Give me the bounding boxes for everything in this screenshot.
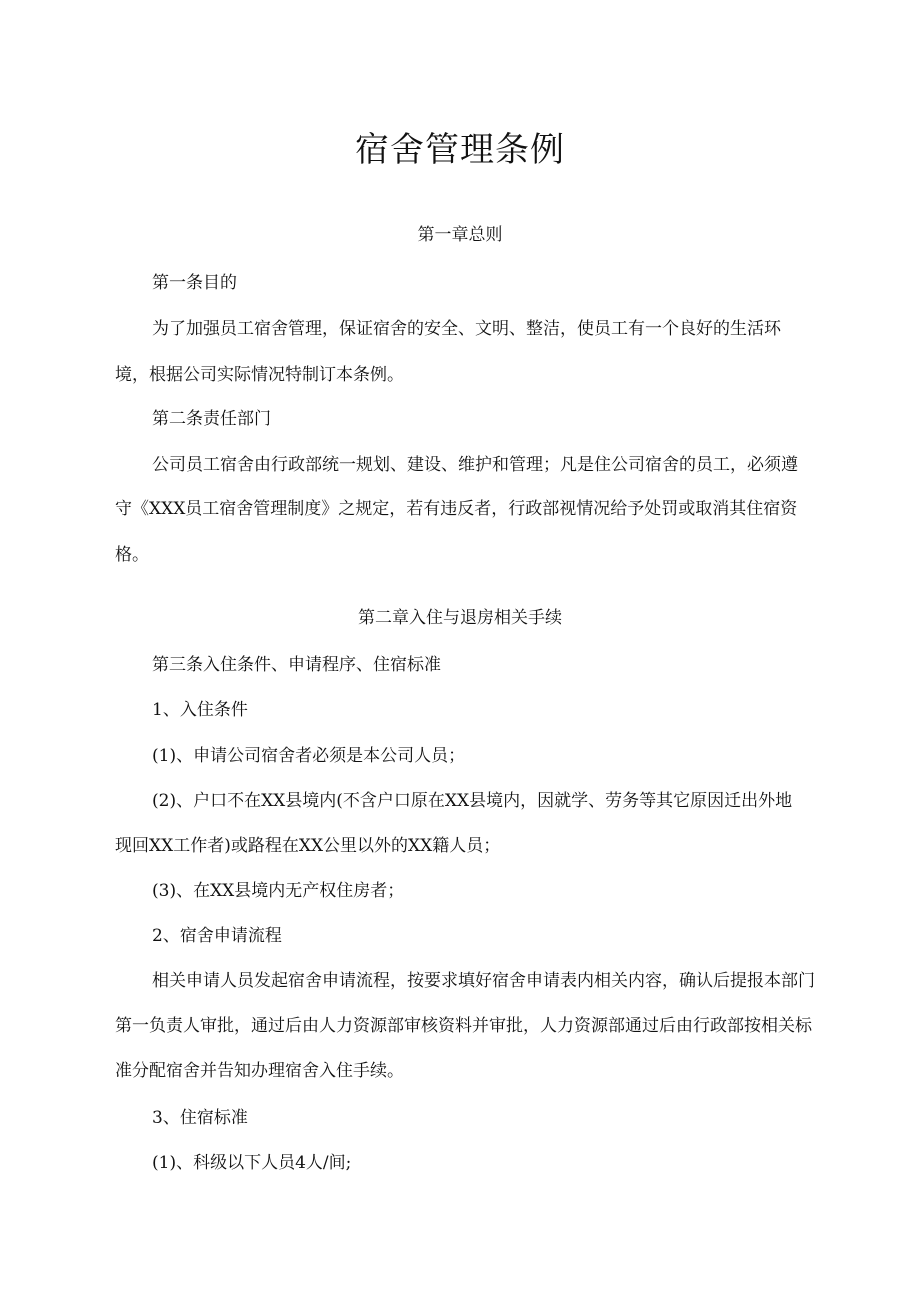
article1-text-line2: 境，根据公司实际情况特制订本条例。	[115, 365, 404, 385]
chapter1-heading: 第一章总则	[417, 225, 503, 245]
article3-heading: 第三条入住条件、申请程序、住宿标准	[152, 655, 441, 675]
item3-sub1: (1)、科级以下人员4人/间;	[152, 1153, 352, 1173]
item2-text-line3: 准分配宿舍并告知办理宿舍入住手续。	[115, 1061, 404, 1081]
item1-sub3: (3)、在XX县境内无产权住房者；	[152, 881, 405, 901]
item1-sub2-line1: (2)、户口不在XX县境内(不含户口原在XX县境内，因就学、劳务等其它原因迁出外地	[152, 791, 793, 811]
chapter2-heading: 第二章入住与退房相关手续	[358, 608, 562, 628]
item3-heading: 3、住宿标准	[152, 1108, 248, 1128]
article1-text-line1: 为了加强员工宿舍管理，保证宿舍的安全、文明、整洁，使员工有一个良好的生活环	[152, 319, 781, 339]
item2-heading: 2、宿舍申请流程	[152, 926, 282, 946]
article2-text-line2: 守《XXX员工宿舍管理制度》之规定，若有违反者，行政部视情况给予处罚或取消其住宿资	[115, 499, 798, 519]
item1-sub2-line2: 现回XX工作者)或路程在XX公里以外的XX籍人员；	[115, 836, 501, 856]
document-title: 宿舍管理条例	[355, 130, 565, 170]
article2-text-line3: 格。	[115, 545, 149, 565]
item1-sub1: (1)、申请公司宿舍者必须是本公司人员；	[152, 746, 466, 766]
article2-text-line1: 公司员工宿舍由行政部统一规划、建设、维护和管理；凡是住公司宿舍的员工，必须遵	[152, 455, 798, 475]
item2-text-line2: 第一负责人审批，通过后由人力资源部审核资料并审批，人力资源部通过后由行政部按相关标	[115, 1016, 812, 1036]
article1-heading: 第一条目的	[152, 273, 237, 293]
item2-text-line1: 相关申请人员发起宿舍申请流程，按要求填好宿舍申请表内相关内容，确认后提报本部门	[152, 971, 815, 991]
article2-heading: 第二条责任部门	[152, 409, 271, 429]
item1-heading: 1、入住条件	[152, 700, 248, 720]
